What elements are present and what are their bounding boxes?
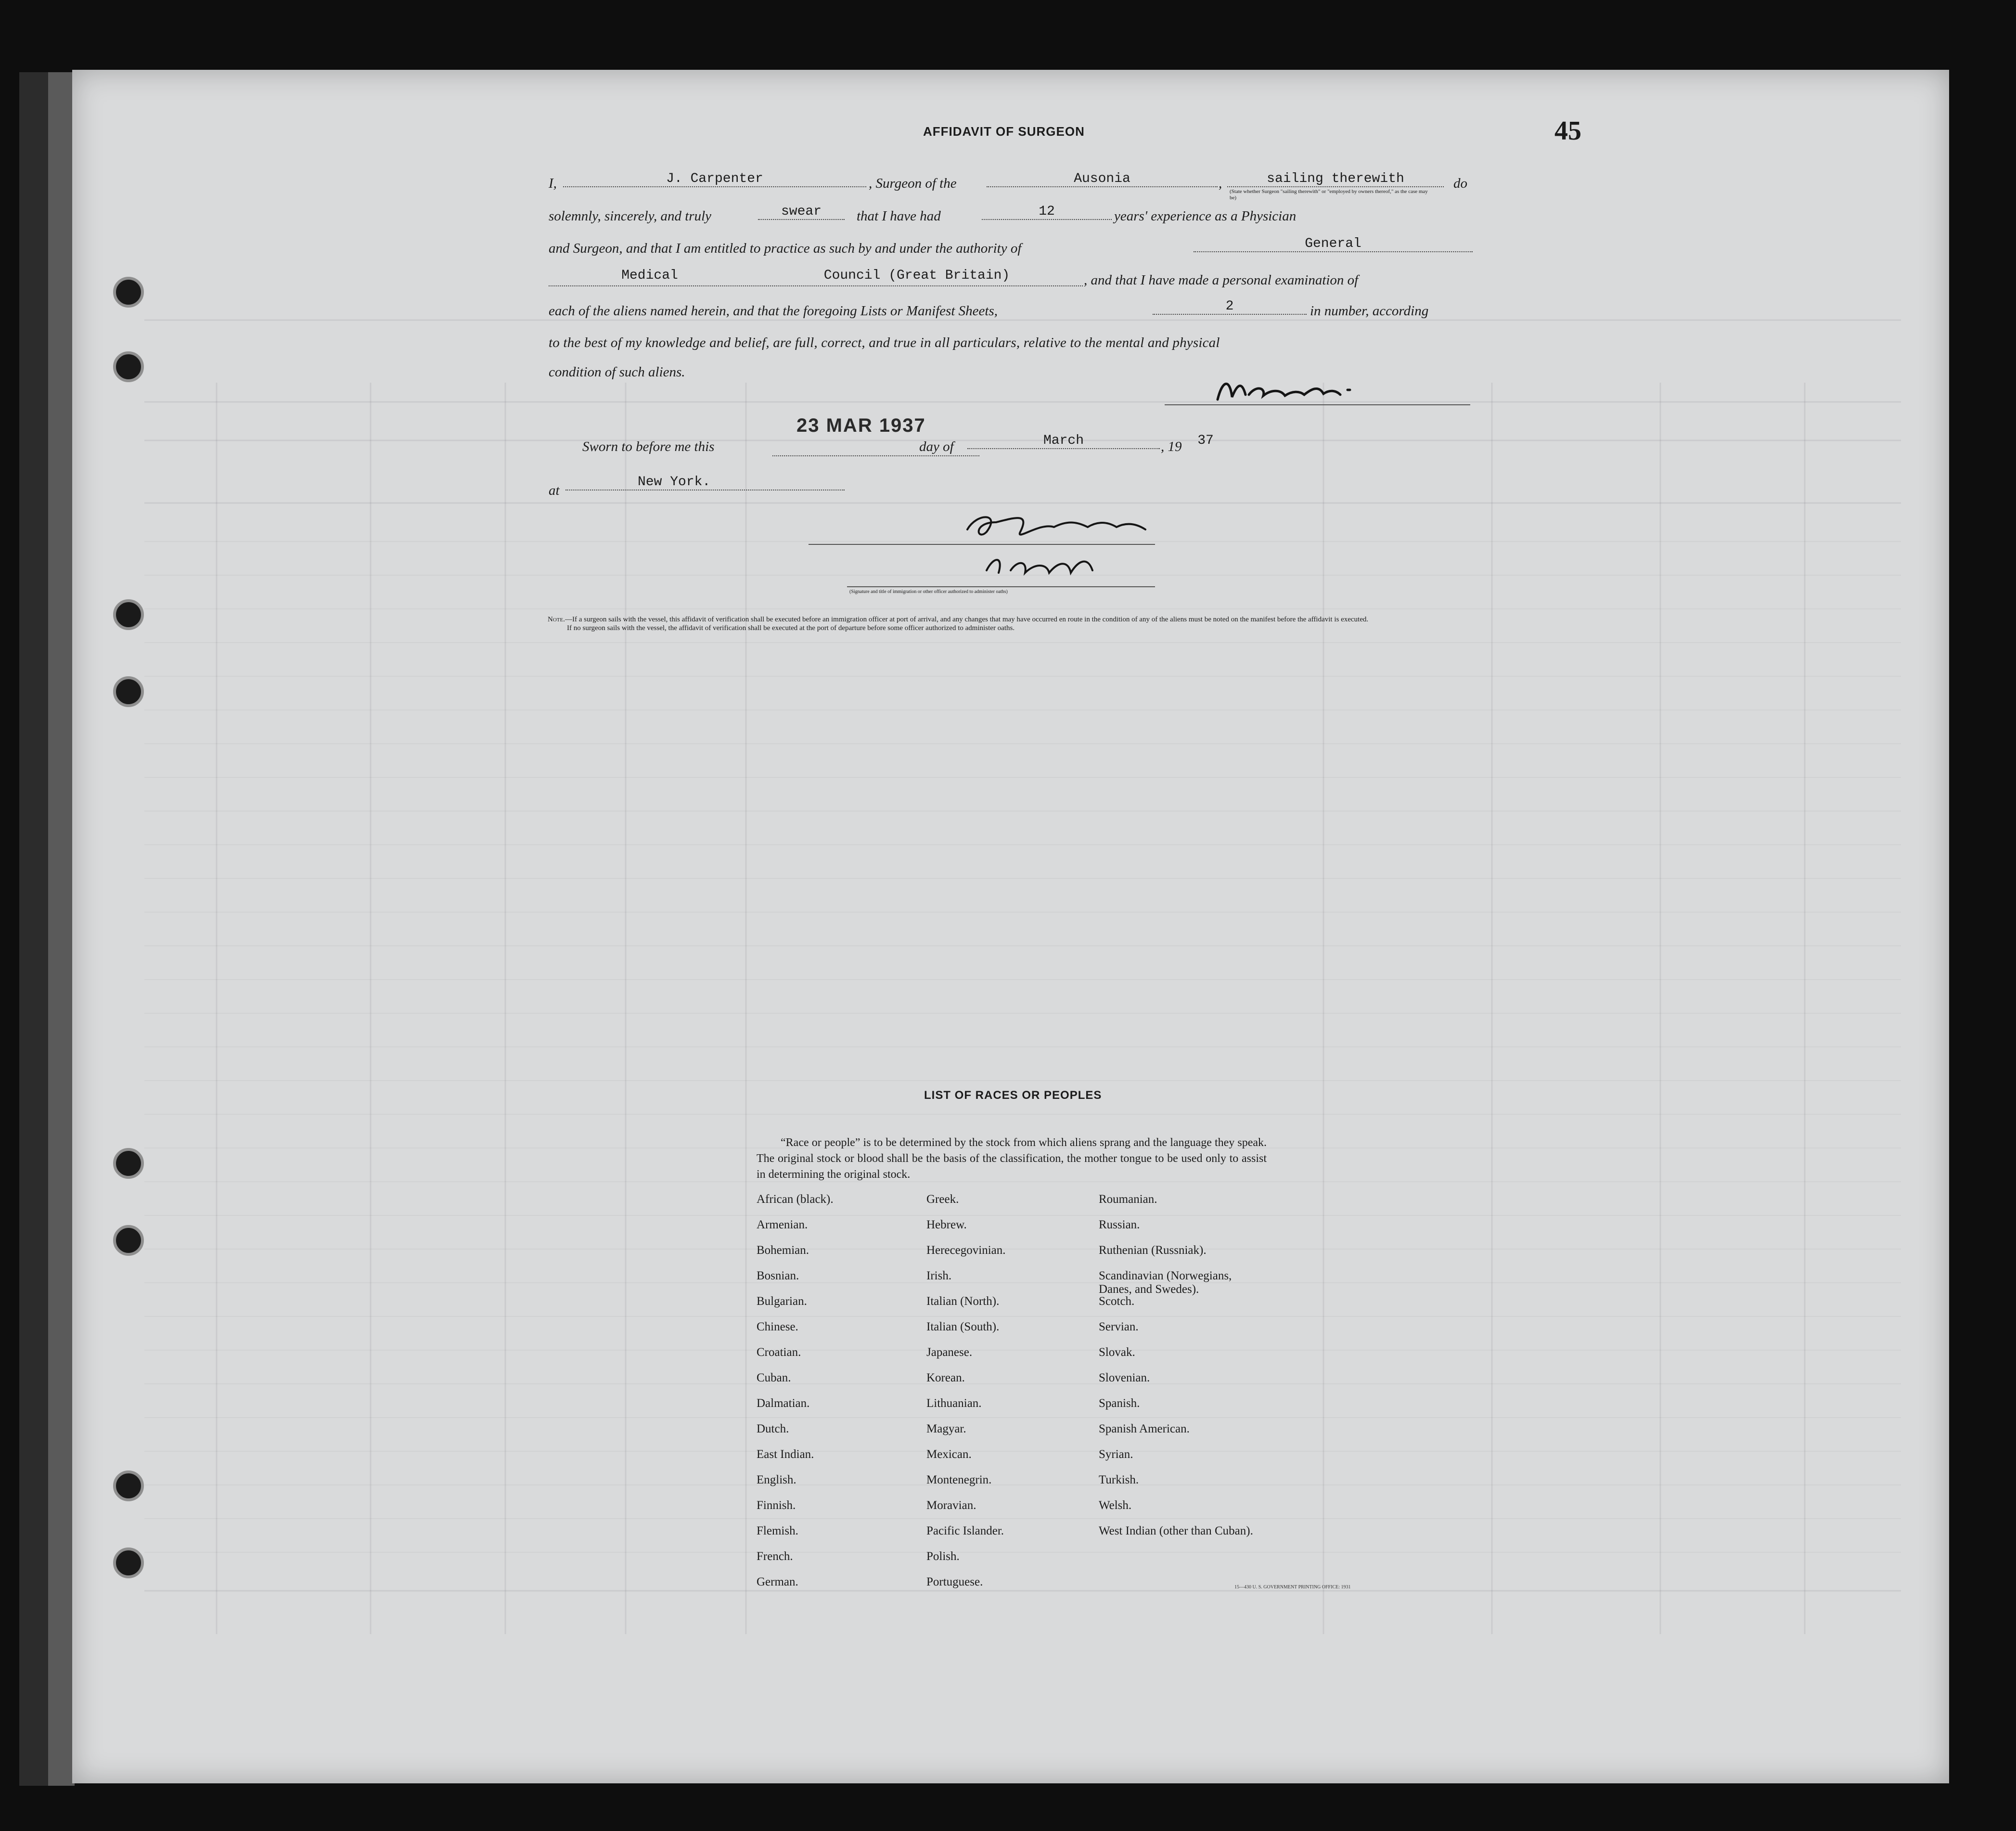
affidavit-l1-mid: , Surgeon of the: [869, 176, 957, 191]
race-item: Hebrew.: [926, 1218, 967, 1231]
sworn-year-field: 37: [1197, 433, 1214, 448]
ship-name-field: Ausonia: [987, 171, 1218, 187]
place-at: at: [549, 483, 560, 498]
race-item: Scandinavian (Norwegians, Danes, and Swedes).: [1099, 1269, 1232, 1296]
sworn-year-prefix: , 19: [1161, 439, 1182, 454]
race-item: English.: [757, 1473, 796, 1486]
race-item: Armenian.: [757, 1218, 808, 1231]
binder-hole: [113, 676, 144, 707]
race-item: French.: [757, 1550, 793, 1563]
affidavit-l1-end: do: [1453, 176, 1467, 191]
affidavit-l5-post: in number, according: [1310, 303, 1429, 319]
race-item: Bosnian.: [757, 1269, 799, 1282]
race-item: Polish.: [926, 1550, 960, 1563]
race-item: Finnish.: [757, 1499, 796, 1512]
binder-hole: [113, 1148, 144, 1179]
sworn-mid: day of: [919, 439, 954, 454]
race-item: Dalmatian.: [757, 1397, 810, 1410]
affidavit-note: [548, 615, 1472, 632]
race-item: Welsh.: [1099, 1499, 1132, 1512]
race-item: West Indian (other than Cuban).: [1099, 1524, 1253, 1537]
race-item: Irish.: [926, 1269, 952, 1282]
authority-field-2b: Council (Great Britain): [823, 268, 1010, 283]
race-item: Servian.: [1099, 1320, 1139, 1333]
note-label: Note.: [548, 616, 565, 623]
race-item: Ruthenian (Russniak).: [1099, 1244, 1207, 1257]
printing-office-note: 15—430 U. S. GOVERNMENT PRINTING OFFICE: 1931: [1234, 1585, 1351, 1590]
sheet-number: 45: [1554, 116, 1581, 146]
authority-field-2a: Medical: [621, 268, 678, 283]
race-item: Cuban.: [757, 1371, 791, 1384]
surgeon-signature-line: [1165, 404, 1470, 405]
race-item: Lithuanian.: [926, 1397, 982, 1410]
races-column-3: [1099, 1193, 1267, 1550]
race-item: Turkish.: [1099, 1473, 1139, 1486]
race-item: Montenegrin.: [926, 1473, 992, 1486]
affidavit-l2-post: years' experience as a Physician: [1114, 208, 1297, 224]
oath-field: swear: [758, 204, 845, 220]
binder-hole: [113, 351, 144, 382]
officer-line-1: [809, 544, 1155, 545]
binder-hole: [113, 1547, 144, 1578]
binding-shadow: [48, 72, 75, 1786]
surgeon-signature: [1203, 371, 1386, 409]
sworn-month-field: March: [967, 433, 1160, 449]
surgeon-name-field: J. Carpenter: [563, 171, 866, 187]
races-intro-text: “Race or people” is to be determined by the stock from which aliens sprang and the language they speak. The original stock or blood shall be the basis of the classification, the mother tongue to be used only to assist in determining the original stock.: [757, 1136, 1267, 1181]
race-item: Dutch.: [757, 1422, 789, 1435]
authority-underline: [549, 268, 1083, 286]
affidavit-l1-pre: I,: [549, 176, 557, 191]
race-item: Flemish.: [757, 1524, 798, 1537]
surgeon-status-field: sailing therewith: [1227, 171, 1444, 187]
race-item: Italian (North).: [926, 1295, 1000, 1308]
race-item: Slovak.: [1099, 1346, 1135, 1359]
binder-hole: [113, 599, 144, 630]
race-item: Roumanian.: [1099, 1193, 1157, 1206]
race-item: Slovenian.: [1099, 1371, 1150, 1384]
race-item: Chinese.: [757, 1320, 798, 1333]
date-stamp: 23 MAR 1937: [796, 415, 926, 436]
race-item: Spanish American.: [1099, 1422, 1190, 1435]
race-item: Magyar.: [926, 1422, 966, 1435]
race-item: Korean.: [926, 1371, 965, 1384]
race-item: East Indian.: [757, 1448, 814, 1461]
race-item: Scotch.: [1099, 1295, 1135, 1308]
sheets-count-field: 2: [1153, 299, 1307, 315]
binder-hole: [113, 277, 144, 308]
affidavit-l4-post: , and that I have made a personal examination of: [1084, 272, 1359, 288]
affidavit-line-6: to the best of my knowledge and belief, are full, correct, and true in all particulars, relative to the mental and physical: [549, 335, 1220, 350]
race-item: Italian (South).: [926, 1320, 1000, 1333]
affidavit-l5-pre: each of the aliens named herein, and that the foregoing Lists or Manifest Sheets,: [549, 303, 998, 319]
binder-hole: [113, 1225, 144, 1256]
race-item: Bohemian.: [757, 1244, 809, 1257]
race-item: Moravian.: [926, 1499, 976, 1512]
officer-signature: [958, 503, 1179, 599]
years-field: 12: [982, 204, 1112, 220]
affidavit-title: AFFIDAVIT OF SURGEON: [923, 124, 1085, 139]
race-item: Bulgarian.: [757, 1295, 807, 1308]
sworn-pre: Sworn to before me this: [582, 439, 715, 454]
race-item: Greek.: [926, 1193, 959, 1206]
note-paragraph-1: —If a surgeon sails with the vessel, this affidavit of verification shall be executed before an immigration officer at port of arrival, and any changes that may have occurred en route in the condition of any of the aliens must be noted on the manifest before the affidavit is executed.: [565, 616, 1369, 623]
races-column-2: [926, 1193, 1085, 1601]
race-item: Herecegovinian.: [926, 1244, 1006, 1257]
note-paragraph-2: If no surgeon sails with the vessel, the affidavit of verification shall be executed at the port of departure before some officer authorized to administer oaths.: [567, 624, 1015, 632]
affidavit-line-7: condition of such aliens.: [549, 364, 685, 380]
race-item: African (black).: [757, 1193, 834, 1206]
race-item: Portuguese.: [926, 1575, 983, 1588]
sworn-day-underline: [772, 455, 979, 456]
race-item: Mexican.: [926, 1448, 972, 1461]
race-item: Pacific Islander.: [926, 1524, 1004, 1537]
race-item: Russian.: [1099, 1218, 1140, 1231]
race-item: German.: [757, 1575, 798, 1588]
race-item: Japanese.: [926, 1346, 973, 1359]
affidavit-l2-mid: that I have had: [857, 208, 941, 224]
binder-hole: [113, 1470, 144, 1501]
authority-field-1: General: [1194, 236, 1473, 252]
affidavit-l1-comma: ,: [1219, 176, 1222, 191]
officer-caption: (Signature and title of immigration or other officer authorized to administer oaths): [849, 589, 1008, 594]
officer-line-2: [847, 586, 1155, 587]
races-column-1: [757, 1193, 915, 1601]
affidavit-l3-pre: and Surgeon, and that I am entitled to practice as such by and under the authority of: [549, 241, 1022, 256]
races-title: LIST OF RACES OR PEOPLES: [924, 1089, 1102, 1102]
race-item: Croatian.: [757, 1346, 801, 1359]
surgeon-status-note: (State whether Surgeon "sailing therewith" or "employed by owners thereof," as the case may be): [1230, 189, 1428, 201]
affidavit-l2-pre: solemnly, sincerely, and truly: [549, 208, 712, 224]
race-item: Syrian.: [1099, 1448, 1133, 1461]
race-item: Spanish.: [1099, 1397, 1140, 1410]
races-intro: [757, 1135, 1267, 1183]
place-field: New York.: [565, 475, 845, 490]
